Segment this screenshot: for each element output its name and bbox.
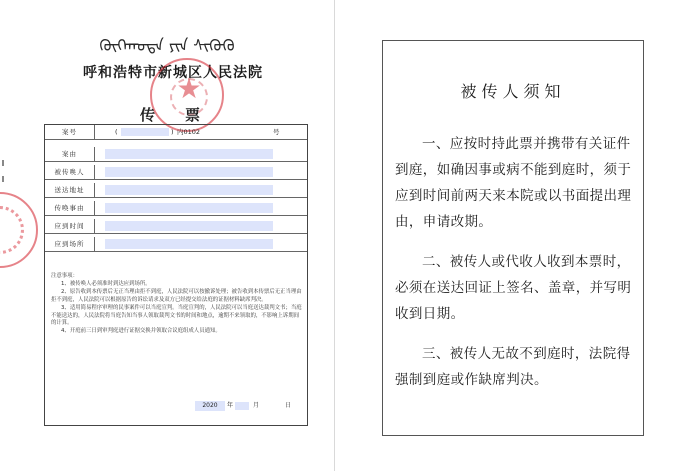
case-number-code: 内0102 xyxy=(177,128,201,136)
year-unit: 年 xyxy=(227,402,234,409)
appearance-place-label: 应到场所 xyxy=(45,237,95,251)
summoned-person-value-redacted xyxy=(105,167,273,177)
appearance-time-label: 应到时间 xyxy=(45,219,95,233)
instruction-paragraph-3: 三、被传人无故不到庭时，法院得强制到庭或作缺席判决。 xyxy=(395,346,631,388)
notice-item-3: 3、适用简易程序审理的民事案件可以当庭宣判。当庭宣判的，人民法院可以当庭送达裁判文书；当庭不能送达的，人民法院将当庭告知当事人领取裁判文书的时间和地点，逾期不来领取的，不影响上诉期间的计算。 xyxy=(51,304,302,327)
instructions-page xyxy=(382,40,644,436)
notice-item-1: 1、被传唤人必须准时到达应到场所。 xyxy=(61,280,151,287)
instruction-paragraph-1: 一、应按时持此票并携带有关证件到庭，如确因事或病不能到庭时，须于应到时间前两天来本院或以书面提出理由，申请改期。 xyxy=(395,136,632,230)
appearance-time-value-redacted xyxy=(105,221,273,231)
address-value-redacted xyxy=(105,185,273,195)
cause-value-redacted xyxy=(105,149,273,159)
month-unit: 月 xyxy=(253,402,260,409)
appearance-place-row xyxy=(45,237,307,252)
notice-item-4: 4、开庭前三日到审判庭进行证据交换并领取合议庭组成人员通知。 xyxy=(61,328,221,335)
court-seal-icon xyxy=(0,192,38,268)
case-number-paren-open: ( xyxy=(115,128,118,136)
summoned-person-row xyxy=(45,165,307,180)
address-row xyxy=(45,183,307,198)
reason-row xyxy=(45,201,307,216)
cause-label: 案由 xyxy=(45,147,95,161)
case-number-unit: 号 xyxy=(273,128,280,136)
summons-title: 传票 xyxy=(140,106,231,124)
case-number-label: 案号 xyxy=(45,125,95,139)
reason-label: 传唤事由 xyxy=(45,201,95,215)
notice-section xyxy=(51,273,303,336)
issue-month-redacted xyxy=(235,402,249,410)
scan-mark xyxy=(2,176,4,182)
summons-form xyxy=(44,124,308,426)
notice-item-2: 2、原告收到本传票后无正当理由拒不到庭，人民法院可以按撤诉处理；被告收到本传票后无正当理由拒不到庭，人民法院可以根据原告的诉讼请求及双方已经提交给法庭的证据材料缺席判决。 xyxy=(51,288,302,303)
day-unit: 日 xyxy=(285,402,292,409)
case-number-paren-close: ) xyxy=(171,128,174,136)
national-emblem-seal-icon: ★ xyxy=(150,58,224,132)
summons-page xyxy=(0,0,335,471)
appearance-place-value-redacted xyxy=(105,239,273,249)
cause-row xyxy=(45,147,307,162)
issue-date xyxy=(195,401,305,411)
scan-mark xyxy=(2,160,4,166)
appearance-time-row xyxy=(45,219,307,234)
reason-value-redacted xyxy=(105,203,273,213)
issue-year: 2020 xyxy=(195,401,225,411)
mongolian-header: ᠬᠥᠬᠡᠬᠣᠲᠠ ᠶᠢᠨ ᠰᠢᠭᠦᠬᠦ xyxy=(99,36,235,55)
court-name: 呼和浩特市新城区人民法院 xyxy=(83,65,263,81)
instruction-paragraph-2: 二、被传人或代收人收到本票时，必须在送达回证上签名、盖章，并写明收到日期。 xyxy=(395,254,632,322)
case-number-row xyxy=(45,125,307,140)
notice-heading: 注意事项： xyxy=(51,273,78,279)
instructions-title: 被传人须知 xyxy=(460,82,566,101)
case-year-redacted xyxy=(121,128,169,136)
address-label: 送达地址 xyxy=(45,183,95,197)
summoned-person-label: 被传唤人 xyxy=(45,165,95,179)
